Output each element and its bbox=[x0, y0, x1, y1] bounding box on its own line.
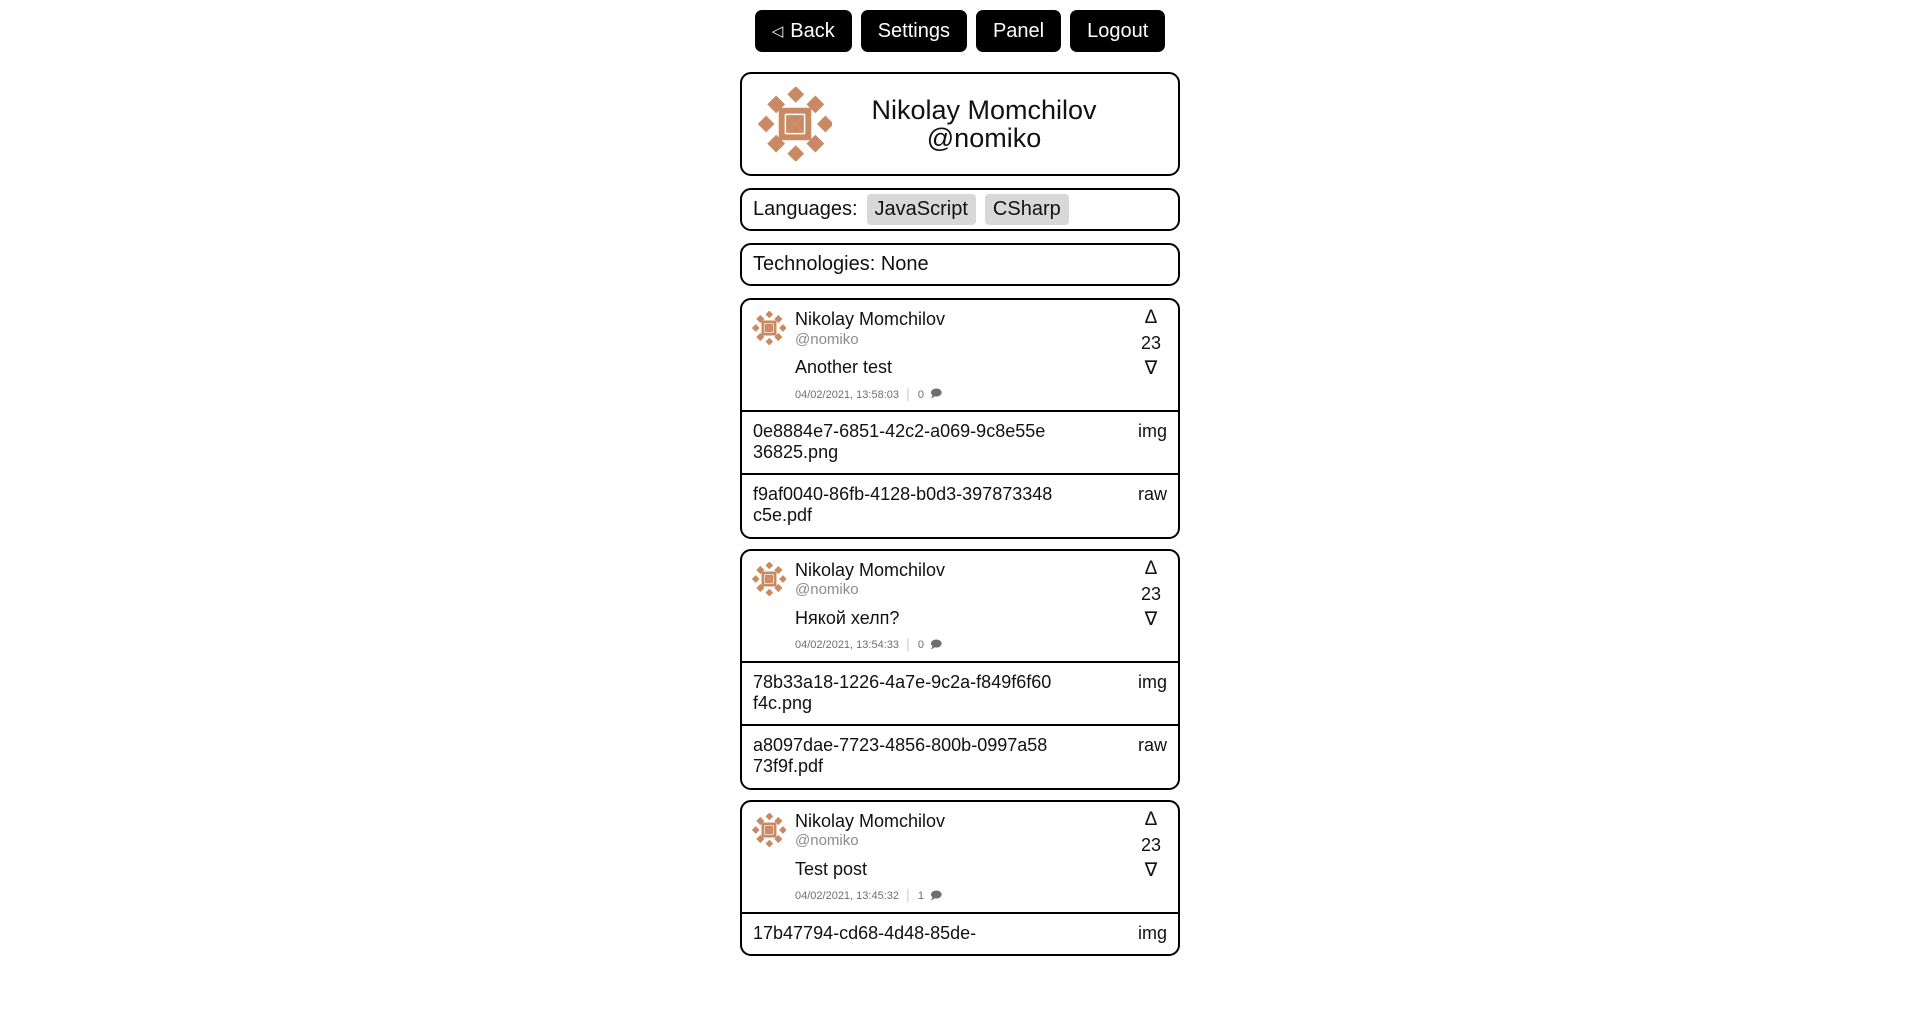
attachment-type: raw bbox=[1137, 484, 1167, 505]
settings-button-label: Settings bbox=[877, 20, 950, 42]
profile-card bbox=[740, 72, 1180, 176]
main-column bbox=[740, 52, 1180, 966]
meta-divider: │ bbox=[904, 639, 912, 652]
user-avatar-icon bbox=[752, 562, 786, 596]
avatar bbox=[752, 813, 786, 847]
post-author: Nikolay Momchilov bbox=[795, 810, 946, 831]
comment-icon: 🗩 bbox=[929, 388, 943, 401]
post-author: Nikolay Momchilov bbox=[795, 559, 946, 580]
settings-button[interactable] bbox=[861, 10, 967, 52]
language-chip-csharp[interactable]: CSharp bbox=[985, 194, 1069, 225]
vote-count: 23 bbox=[1140, 333, 1162, 353]
logout-button[interactable] bbox=[1070, 10, 1165, 52]
top-navbar bbox=[0, 10, 1920, 52]
triangle-left-icon: ◁ bbox=[771, 22, 784, 40]
avatar bbox=[758, 87, 832, 161]
triangle-down-icon[interactable]: ∇ bbox=[1144, 859, 1158, 881]
post-comment-count: 0 bbox=[917, 388, 924, 401]
back-button[interactable] bbox=[755, 10, 852, 52]
attachment-row[interactable] bbox=[742, 410, 1178, 473]
post-body bbox=[786, 808, 1168, 906]
panel-button-label: Panel bbox=[992, 20, 1045, 42]
vote-control bbox=[1134, 559, 1168, 629]
triangle-down-icon[interactable]: ∇ bbox=[1144, 608, 1158, 630]
post-header bbox=[742, 551, 1178, 661]
post-comment-count: 0 bbox=[917, 639, 924, 652]
post-text: Някой хелп? bbox=[795, 608, 900, 629]
meta-divider: │ bbox=[904, 890, 912, 903]
profile-names bbox=[832, 96, 1164, 153]
meta-divider: │ bbox=[904, 388, 912, 401]
triangle-up-icon[interactable]: Δ bbox=[1144, 307, 1158, 328]
technologies-card bbox=[740, 243, 1180, 286]
attachment-name: 0e8884e7-6851-42c2-a069-9c8e55e36825.png bbox=[753, 421, 1046, 462]
post-body bbox=[786, 557, 1168, 655]
technologies-text: Technologies: None bbox=[753, 253, 929, 275]
post-text: Another test bbox=[795, 357, 893, 378]
post-handle: @nomiko bbox=[795, 581, 859, 599]
post-meta bbox=[795, 385, 1128, 404]
languages-card bbox=[740, 188, 1180, 231]
attachment-name: 78b33a18-1226-4a7e-9c2a-f849f6f60f4c.png bbox=[753, 671, 1052, 713]
vote-control bbox=[1134, 308, 1168, 378]
attachment-row[interactable] bbox=[742, 473, 1178, 536]
attachment-row[interactable] bbox=[742, 912, 1178, 955]
attachment-name: a8097dae-7723-4856-800b-0997a5873f9f.pdf bbox=[753, 735, 1048, 776]
post-body bbox=[786, 309, 1168, 404]
attachment-type: raw bbox=[1137, 735, 1167, 756]
triangle-up-icon[interactable]: Δ bbox=[1144, 557, 1158, 579]
attachment-type: img bbox=[1137, 922, 1167, 943]
post-timestamp: 04/02/2021, 13:45:32 bbox=[795, 890, 899, 903]
vote-count: 23 bbox=[1140, 583, 1162, 604]
comment-icon: 🗩 bbox=[929, 638, 943, 651]
post-card bbox=[740, 298, 1180, 539]
post-card bbox=[740, 549, 1180, 790]
post-handle: @nomiko bbox=[795, 832, 859, 850]
post-card bbox=[740, 800, 1180, 957]
post-author: Nikolay Momchilov bbox=[795, 309, 946, 329]
language-chip-javascript[interactable]: JavaScript bbox=[867, 194, 976, 225]
triangle-down-icon[interactable]: ∇ bbox=[1144, 358, 1158, 379]
profile-handle: @nomiko bbox=[926, 123, 1042, 153]
post-comment-count: 1 bbox=[917, 890, 924, 903]
vote-control bbox=[1134, 810, 1168, 880]
back-button-label: Back bbox=[790, 20, 835, 42]
attachment-row[interactable] bbox=[742, 661, 1178, 724]
vote-count: 23 bbox=[1140, 834, 1162, 855]
profile-name: Nikolay Momchilov bbox=[871, 94, 1097, 125]
user-avatar-icon bbox=[752, 311, 786, 345]
post-timestamp: 04/02/2021, 13:54:33 bbox=[795, 639, 899, 652]
panel-button[interactable] bbox=[976, 10, 1061, 52]
post-timestamp: 04/02/2021, 13:58:03 bbox=[795, 388, 899, 401]
triangle-up-icon[interactable]: Δ bbox=[1144, 808, 1158, 830]
attachment-name: 17b47794-cd68-4d48-85de- bbox=[753, 922, 977, 943]
attachment-type: img bbox=[1137, 671, 1167, 692]
post-header bbox=[742, 300, 1178, 410]
post-meta bbox=[795, 636, 1128, 655]
post-meta bbox=[795, 887, 1128, 906]
attachment-type: img bbox=[1137, 421, 1167, 442]
avatar bbox=[752, 311, 786, 345]
post-handle: @nomiko bbox=[795, 330, 859, 348]
user-avatar-icon bbox=[758, 87, 832, 161]
attachment-row[interactable] bbox=[742, 724, 1178, 787]
logout-button-label: Logout bbox=[1087, 20, 1149, 42]
post-text: Test post bbox=[795, 859, 868, 879]
user-avatar-icon bbox=[752, 813, 786, 847]
post-header bbox=[742, 802, 1178, 912]
languages-label: Languages: bbox=[753, 198, 858, 220]
attachment-name: f9af0040-86fb-4128-b0d3-397873348c5e.pdf bbox=[753, 484, 1053, 526]
comment-icon: 🗩 bbox=[929, 889, 943, 902]
avatar bbox=[752, 562, 786, 596]
